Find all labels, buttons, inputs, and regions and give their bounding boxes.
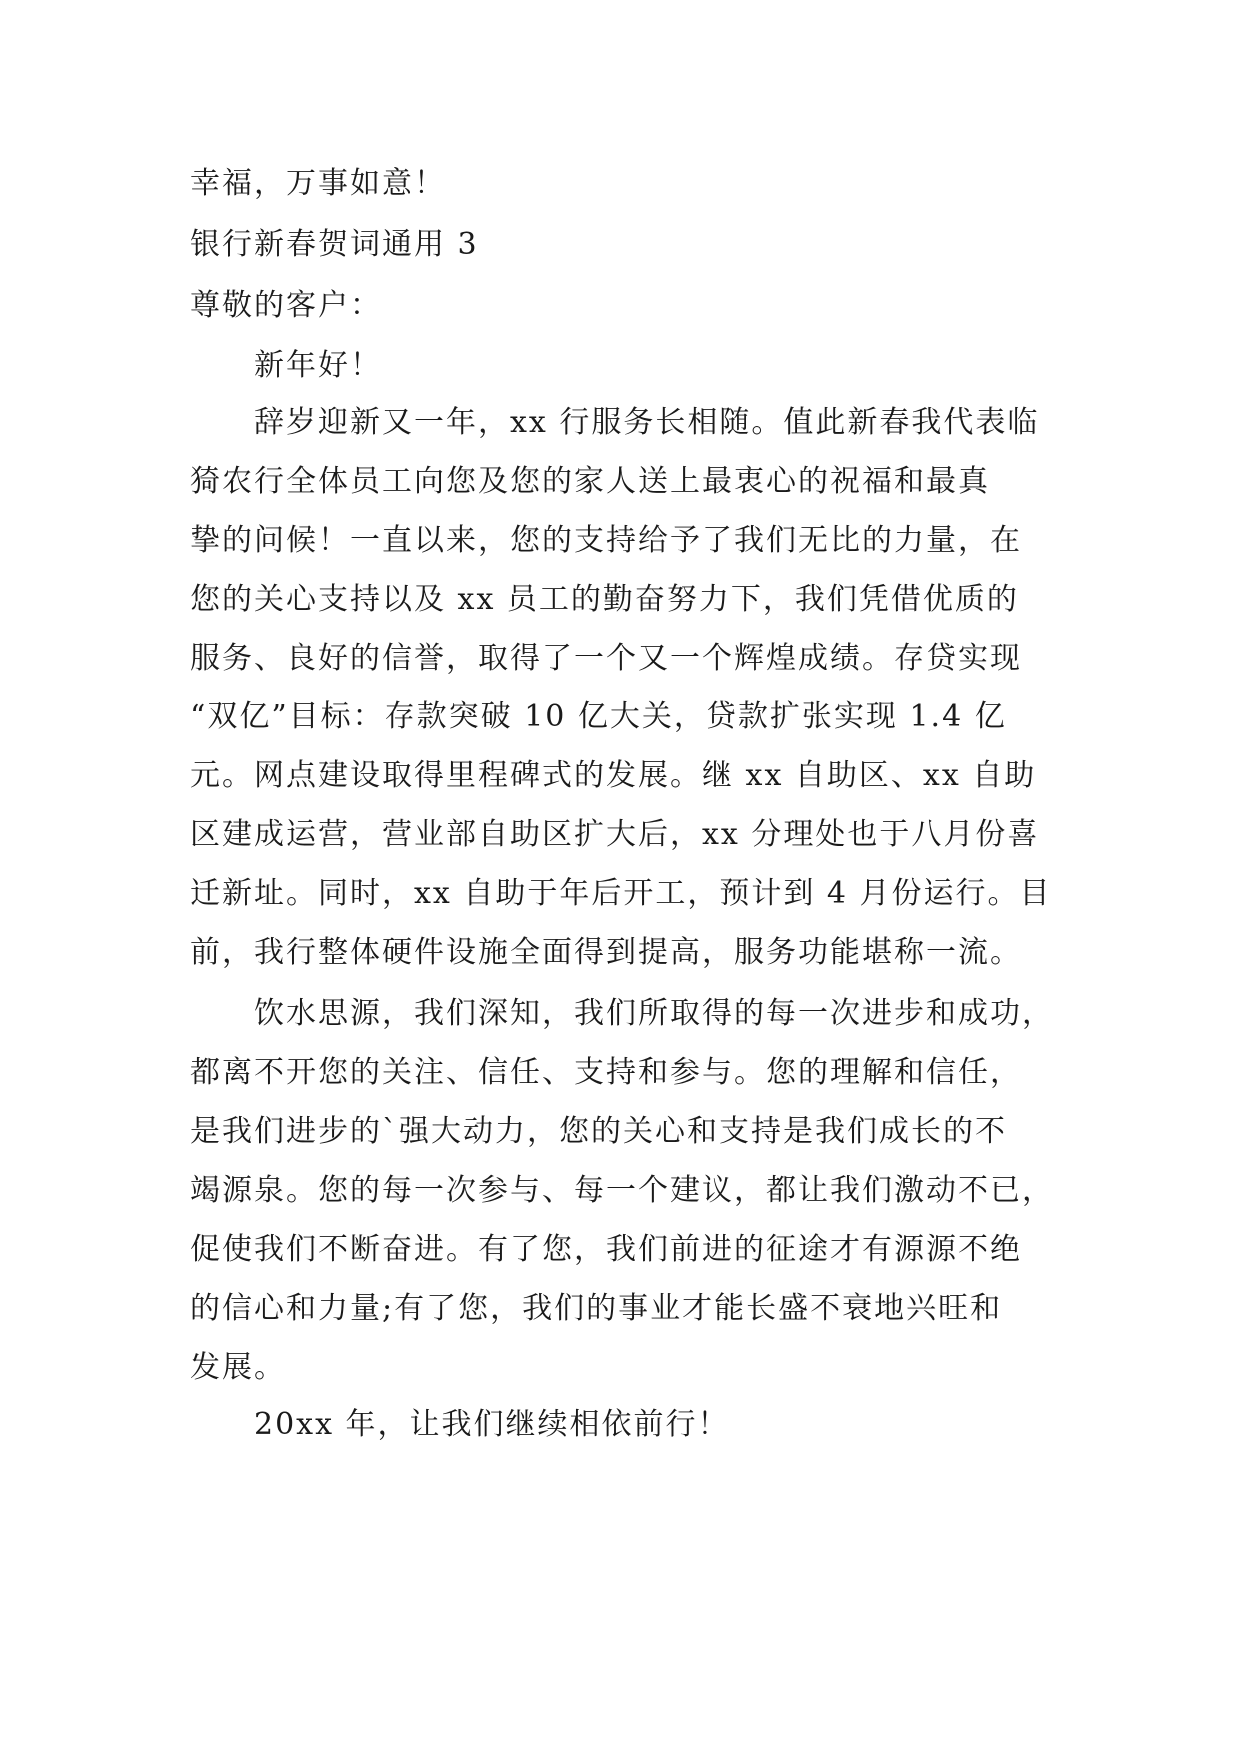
paragraph-1-line-4: 您的关心支持以及 xx 员工的勤奋努力下，我们凭借优质的 bbox=[190, 582, 1019, 617]
paragraph-1-line-6: “双亿”目标：存款突破 10 亿大关，贷款扩张实现 1.4 亿 bbox=[190, 699, 1007, 734]
paragraph-1-line-1: 辞岁迎新又一年，xx 行服务长相随。值此新春我代表临 bbox=[254, 405, 1040, 440]
paragraph-1-line-5: 服务、良好的信誉，取得了一个又一个辉煌成绩。存贷实现 bbox=[190, 641, 1022, 676]
paragraph-2-line-3: 是我们进步的`强大动力，您的关心和支持是我们成长的不 bbox=[190, 1114, 1007, 1149]
paragraph-2-line-2: 都离不开您的关注、信任、支持和参与。您的理解和信任， bbox=[190, 1055, 1022, 1090]
paragraph-1-line-3: 挚的问候！一直以来，您的支持给予了我们无比的力量，在 bbox=[190, 523, 1022, 558]
salutation: 尊敬的客户： bbox=[190, 288, 382, 323]
greeting-line: 新年好！ bbox=[254, 348, 382, 383]
paragraph-1-line-9: 迁新址。同时，xx 自助于年后开工，预计到 4 月份运行。目 bbox=[190, 876, 1052, 911]
paragraph-2-line-4: 竭源泉。您的每一次参与、每一个建议，都让我们激动不已， bbox=[190, 1173, 1054, 1208]
paragraph-2-line-1: 饮水思源，我们深知，我们所取得的每一次进步和成功， bbox=[254, 996, 1054, 1031]
closing-line: 幸福，万事如意！ bbox=[190, 166, 446, 201]
paragraph-2-line-6: 的信心和力量;有了您，我们的事业才能长盛不衰地兴旺和 bbox=[190, 1291, 1003, 1326]
closing-wish-line: 20xx 年，让我们继续相依前行！ bbox=[254, 1407, 730, 1442]
paragraph-1-line-7: 元。网点建设取得里程碑式的发展。继 xx 自助区、xx 自助 bbox=[190, 758, 1037, 793]
paragraph-2-line-5: 促使我们不断奋进。有了您，我们前进的征途才有源源不绝 bbox=[190, 1232, 1022, 1267]
paragraph-1-line-2: 猗农行全体员工向您及您的家人送上最衷心的祝福和最真 bbox=[190, 464, 990, 499]
section-title: 银行新春贺词通用 3 bbox=[190, 227, 479, 262]
paragraph-1-line-10: 前，我行整体硬件设施全面得到提高，服务功能堪称一流。 bbox=[190, 935, 1022, 970]
paragraph-1-line-8: 区建成运营，营业部自助区扩大后，xx 分理处也于八月份喜 bbox=[190, 817, 1040, 852]
paragraph-2-line-7: 发展。 bbox=[190, 1350, 286, 1385]
